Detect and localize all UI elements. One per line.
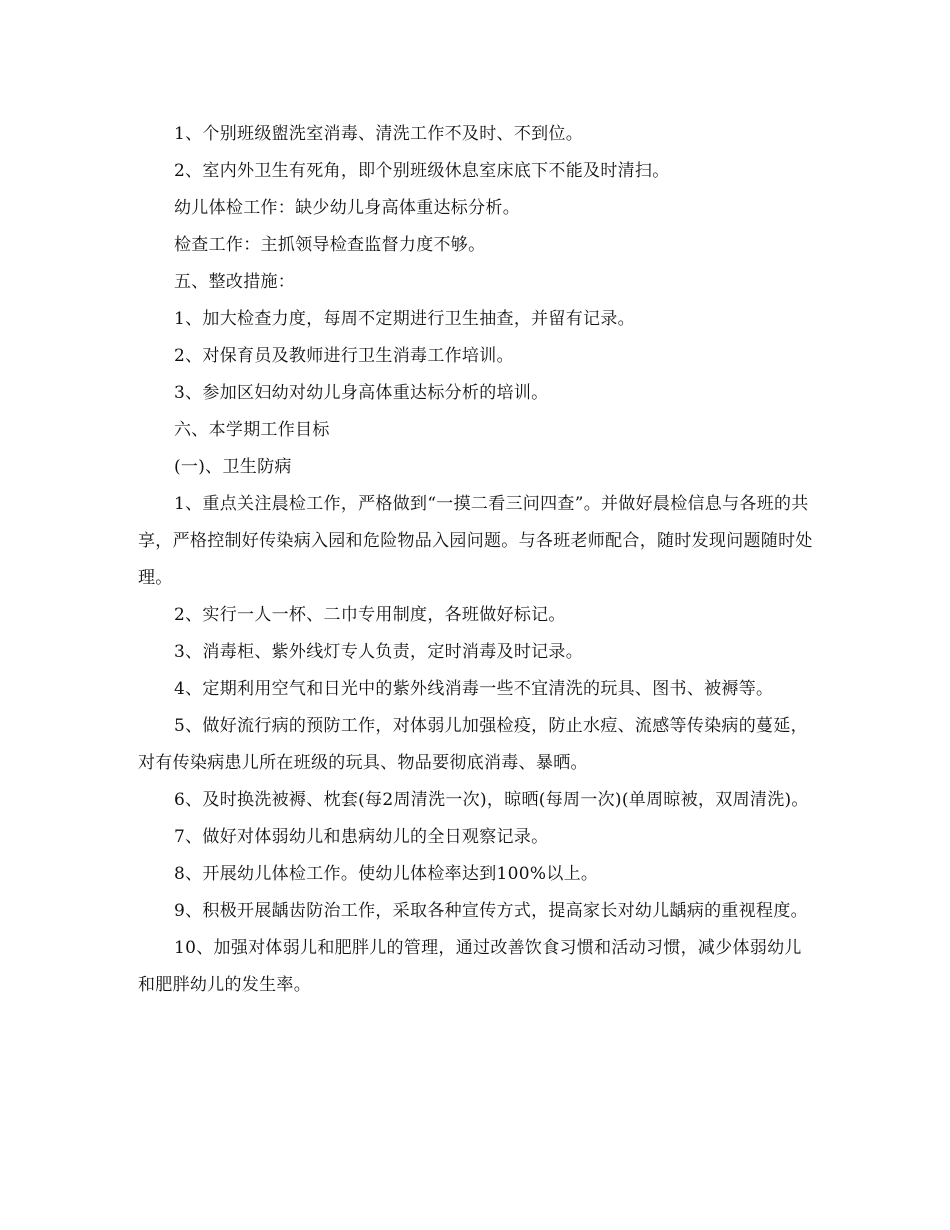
paragraph-18: 8、开展幼儿体检工作。使幼儿体检率达到100%以上。 bbox=[174, 864, 599, 884]
paragraph-6: 1、加大检查力度，每周不定期进行卫生抽查，并留有记录。 bbox=[174, 309, 635, 329]
paragraph-14: 4、定期利用空气和日光中的紫外线消毒一些不宜清洗的玩具、图书、被褥等。 bbox=[174, 679, 774, 699]
paragraph-2: 2、室内外卫生有死角，即个别班级休息室床底下不能及时清扫。 bbox=[174, 161, 670, 181]
document-body bbox=[138, 116, 814, 1004]
paragraph-4: 检查工作：主抓领导检查监督力度不够。 bbox=[174, 235, 486, 255]
paragraph-11: 1、重点关注晨检工作，严格做到“一摸二看三问四查”。并做好晨检信息与各班的共享，严格控制好传染病入园和危险物品入园问题。与各班老师配合，随时发现问题随时处理。 bbox=[138, 494, 813, 588]
section-heading-5: 五、整改措施： bbox=[174, 272, 296, 292]
paragraph-13: 3、消毒柜、紫外线灯专人负责，定时消毒及时记录。 bbox=[174, 642, 584, 662]
paragraph-17: 7、做好对体弱幼儿和患病幼儿的全日观察记录。 bbox=[174, 827, 549, 847]
paragraph-15: 5、做好流行病的预防工作，对体弱儿加强检疫，防止水痘、流感等传染病的蔓延，对有传染病患儿所在班级的玩具、物品要彻底消毒、暴晒。 bbox=[138, 716, 808, 773]
paragraph-3: 幼儿体检工作：缺少幼儿身高体重达标分析。 bbox=[174, 198, 520, 218]
paragraph-1: 1、个别班级盥洗室消毒、清洗工作不及时、不到位。 bbox=[174, 124, 584, 144]
paragraph-16: 6、及时换洗被褥、枕套(每2周清洗一次)，晾晒(每周一次)(单周晾被，双周清洗)。 bbox=[174, 790, 809, 810]
paragraph-12: 2、实行一人一杯、二巾专用制度，各班做好标记。 bbox=[174, 605, 566, 625]
paragraph-20: 10、加强对体弱儿和肥胖儿的管理，通过改善饮食习惯和活动习惯，减少体弱幼儿和肥胖幼儿的发生率。 bbox=[138, 938, 802, 995]
paragraph-8: 3、参加区妇幼对幼儿身高体重达标分析的培训。 bbox=[174, 383, 549, 403]
paragraph-7: 2、对保育员及教师进行卫生消毒工作培训。 bbox=[174, 346, 514, 366]
paragraph-19: 9、积极开展龋齿防治工作，采取各种宣传方式，提高家长对幼儿龋病的重视程度。 bbox=[174, 901, 808, 921]
subsection-heading-1: (一)、卫生防病 bbox=[174, 457, 292, 477]
section-heading-6: 六、本学期工作目标 bbox=[174, 420, 330, 440]
